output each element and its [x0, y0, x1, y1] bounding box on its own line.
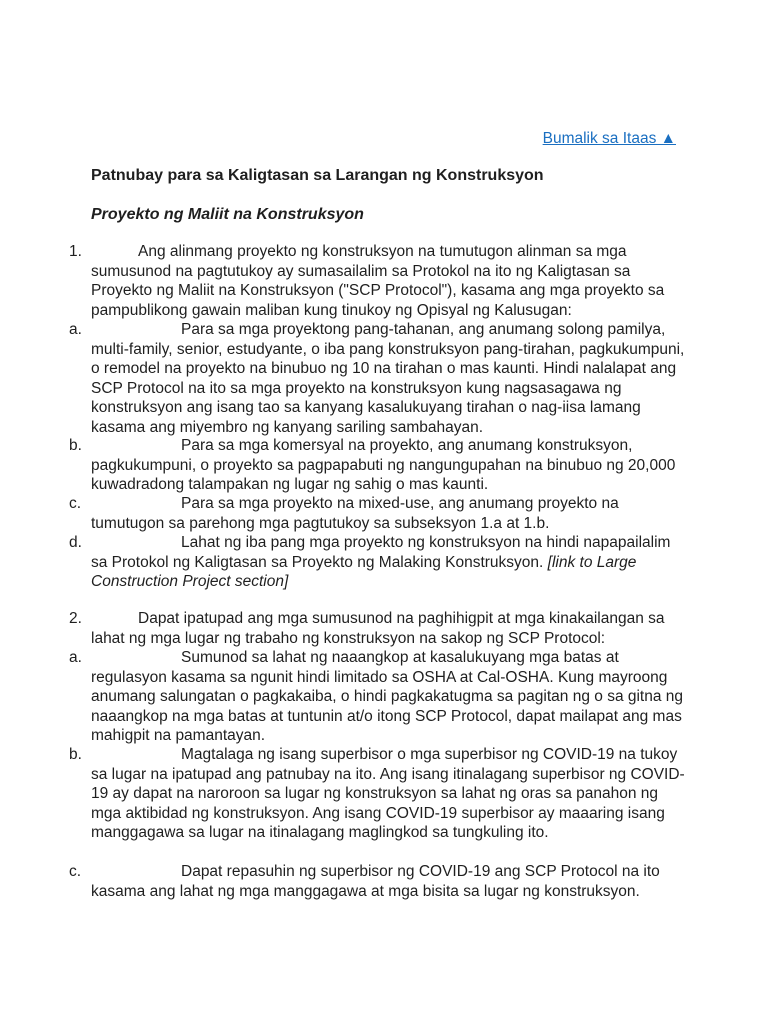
- list-item: [69, 745, 689, 843]
- list-item-text: Dapat ipatupad ang mga sumusunod na paghihigpit at mga kinakailangan sa lahat ng mga lugar ng trabaho ng konstruksyon na sakop ng SCP Protocol:: [91, 610, 665, 647]
- list-item: [69, 609, 689, 648]
- list-item-note: [link to Large Construction Project section]: [91, 553, 637, 590]
- list-item: [69, 494, 689, 533]
- list-item: [69, 648, 689, 746]
- list-item-text: Sumunod sa lahat ng naaangkop at kasalukuyang mga batas at regulasyon kasama sa ngunit hindi limitado sa OSHA at Cal-OSHA. Kung mayroong anumang salungatan o pagkakaiba, o hindi pagkakatugma sa pagitan ng o sa gitna ng naaangkop na mga batas at tuntunin at/o itong SCP Protocol, dapat mailapat ang mas mahigpit na pamantayan.: [91, 649, 684, 744]
- list-item-marker: 2.: [69, 610, 82, 627]
- list-item: [69, 242, 689, 320]
- list-item-text: Ang alinmang proyekto ng konstruksyon na tumutugon alinman sa mga sumusunod na pagtutukoy ay sumasailalim sa Protokol na ito ng Kaligtasan sa Proyekto ng Maliit na Konstruksyon ("SCP Protocol"), kasama ang mga proyekto sa pampublikong gawain maliban kung tinukoy ng Opisyal ng Kalusugan:: [91, 243, 665, 319]
- list-item-marker: a.: [69, 649, 82, 666]
- list-item-text: Para sa mga komersyal na proyekto, ang anumang konstruksyon, pagkukumpuni, o proyekto sa pagpapabuti ng nangungupahan na binubuo ng 20,000 kuwadradong talampakan ng lugar ng sahig o mas kaunti.: [91, 437, 676, 493]
- list-item: [69, 436, 689, 495]
- list-item-marker: c.: [69, 495, 82, 512]
- list-item-text: Para sa mga proyektong pang-tahanan, ang anumang solong pamilya, multi-family, senior, estudyante, o iba pang konstruksyon pang-tirahan, pagkukumpuni, o remodel na proyekto na binubuo ng 10 na tirahan o mas kaunti. Hindi nalalapat ang SCP Protocol na ito sa mga proyekto na konstruksyon kung nagsasagawa ng konstruksyon ang isang tao sa kanyang kasalukuyang tirahan o nag-iisa lamang kasama ang miyembro ng kanyang sariling sambahayan.: [91, 321, 685, 436]
- list-item-marker: c.: [69, 863, 82, 880]
- list-item-text: Lahat ng iba pang mga proyekto ng konstruksyon na hindi napapailalim sa Protokol ng Kaligtasan sa Proyekto ng Malaking Konstruksyon.: [91, 534, 671, 571]
- list-item: [69, 862, 689, 901]
- document-title: Patnubay para sa Kaligtasan sa Larangan ng Konstruksyon: [91, 167, 544, 184]
- list-item: [69, 533, 689, 592]
- list-item-text: Magtalaga ng isang superbisor o mga superbisor ng COVID-19 na tukoy sa lugar na ipatupad ang patnubay na ito. Ang isang itinalagang superbisor ng COVID-19 ay dapat na naroroon sa lugar ng konstruksyon sa lahat ng oras sa panahon ng mga aktibidad ng konstruksyon. Ang isang COVID-19 superbisor ay maaaring isang manggagawa sa lugar na itinalagang maglingkod sa tungkuling ito.: [91, 746, 685, 841]
- list-item: [69, 320, 689, 437]
- list-item-text: Para sa mga proyekto na mixed-use, ang anumang proyekto na tumutugon sa parehong mga pagtutukoy sa subseksyon 1.a at 1.b.: [91, 495, 619, 532]
- list-item-marker: b.: [69, 437, 82, 454]
- list-item-marker: a.: [69, 321, 82, 338]
- list-item-text: Dapat repasuhin ng superbisor ng COVID-19 ang SCP Protocol na ito kasama ang lahat ng mga manggagawa at mga bisita sa lugar ng konstruksyon.: [91, 863, 660, 900]
- list-item-marker: b.: [69, 746, 82, 763]
- section-subtitle: Proyekto ng Maliit na Konstruksyon: [91, 206, 364, 223]
- list-item-marker: 1.: [69, 243, 82, 260]
- back-to-top-link[interactable]: Bumalik sa Itaas ▲: [542, 130, 676, 147]
- list-item-marker: d.: [69, 534, 82, 551]
